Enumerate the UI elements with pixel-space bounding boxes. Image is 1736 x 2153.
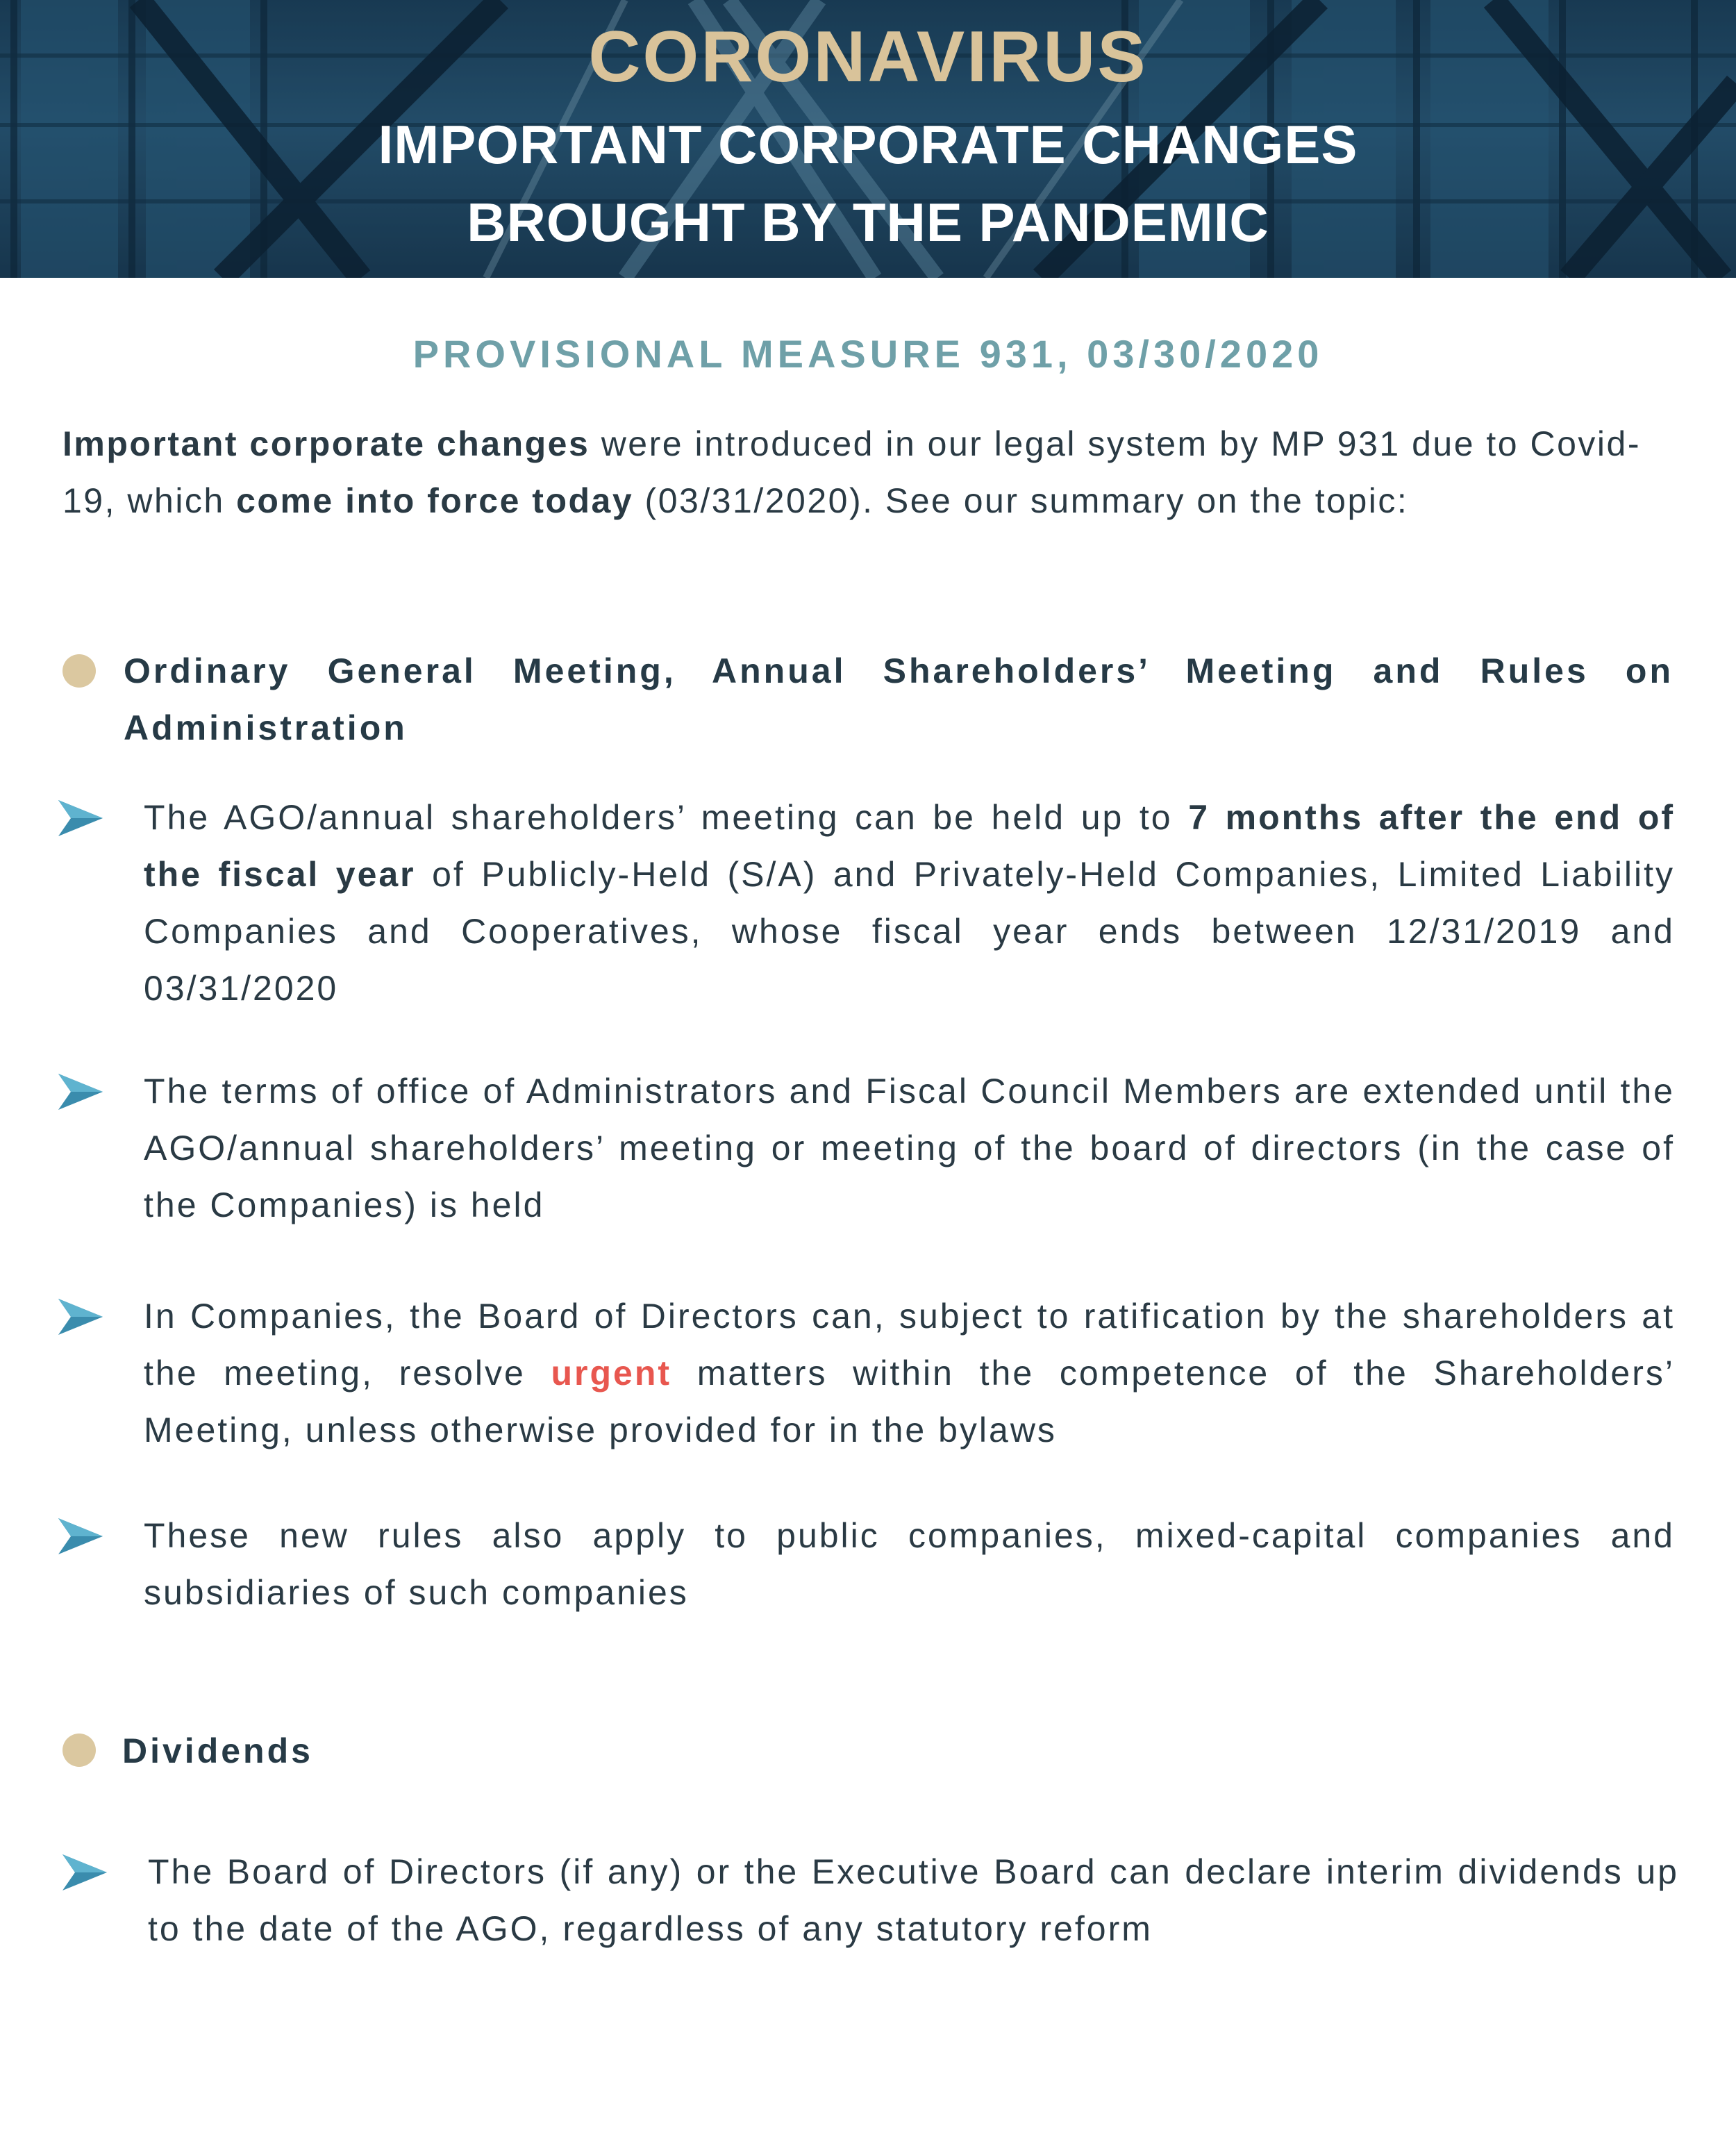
header-banner xyxy=(0,0,1736,278)
bullet-urgent-post: matters within the competence of the Shareholders’ Meeting, unless otherwise provided for in the bylaws xyxy=(144,1354,1675,1449)
urgent-highlight: urgent xyxy=(551,1354,672,1393)
measure-heading: PROVISIONAL MEASURE 931, 03/30/2020 xyxy=(412,332,1324,376)
bullet-public-companies: These new rules also apply to public companies, mixed-capital companies and subsidiaries of such companies xyxy=(144,1516,1675,1612)
section-heading-administration: Ordinary General Meeting, Annual Shareholders’ Meeting and Rules on Administration xyxy=(124,651,1674,747)
intro-text-1: were introduced in our legal system by MP 931 due to Covid-19, which xyxy=(62,424,1641,520)
chevron-arrow-icon xyxy=(62,1854,107,1890)
intro-paragraph xyxy=(62,415,1687,529)
bullet-ago-bold: 7 months after the end of the fiscal year xyxy=(144,798,1676,894)
intro-text-2: (03/31/2020). See our summary on the topic: xyxy=(633,481,1409,520)
bullet-urgent-pre: In Companies, the Board of Directors can, subject to ratification by the shareholders at the meeting, resolve xyxy=(144,1297,1675,1393)
bullet-ago-deadline xyxy=(144,789,1675,1017)
circle-bullet-icon xyxy=(62,654,96,688)
bullet-ago-pre: The AGO/annual shareholders’ meeting can be held up to xyxy=(144,798,1189,837)
chevron-arrow-icon xyxy=(58,800,103,836)
circle-bullet-icon xyxy=(62,1734,96,1767)
chevron-arrow-icon xyxy=(58,1074,103,1110)
bullet-board-urgent-matters xyxy=(144,1288,1675,1458)
bullet-interim-dividends: The Board of Directors (if any) or the Executive Board can declare interim dividends up to the date of the AGO, regardless of any statutory reform xyxy=(148,1852,1679,1948)
intro-bold-1: Important corporate changes xyxy=(62,424,590,463)
banner-subtitle-line2: BROUGHT BY THE PANDEMIC xyxy=(467,192,1269,253)
bullet-terms-of-office: The terms of office of Administrators and Fiscal Council Members are extended until the AGO/annual shareholders’ meeting or meeting of the board of directors (in the case of the Companies) is held xyxy=(144,1072,1675,1224)
section-heading-dividends: Dividends xyxy=(122,1731,313,1770)
chevron-arrow-icon xyxy=(58,1299,103,1335)
bullet-ago-post: of Publicly-Held (S/A) and Privately-Held Companies, Limited Liability Companies and Cooperatives, whose fiscal year ends between 12/31/2019 and 03/31/2020 xyxy=(144,855,1675,1008)
chevron-arrow-icon xyxy=(58,1518,103,1554)
banner-title: CORONAVIRUS xyxy=(588,17,1148,97)
intro-bold-2: come into force today xyxy=(236,481,634,520)
banner-subtitle-line1: IMPORTANT CORPORATE CHANGES xyxy=(378,114,1358,175)
